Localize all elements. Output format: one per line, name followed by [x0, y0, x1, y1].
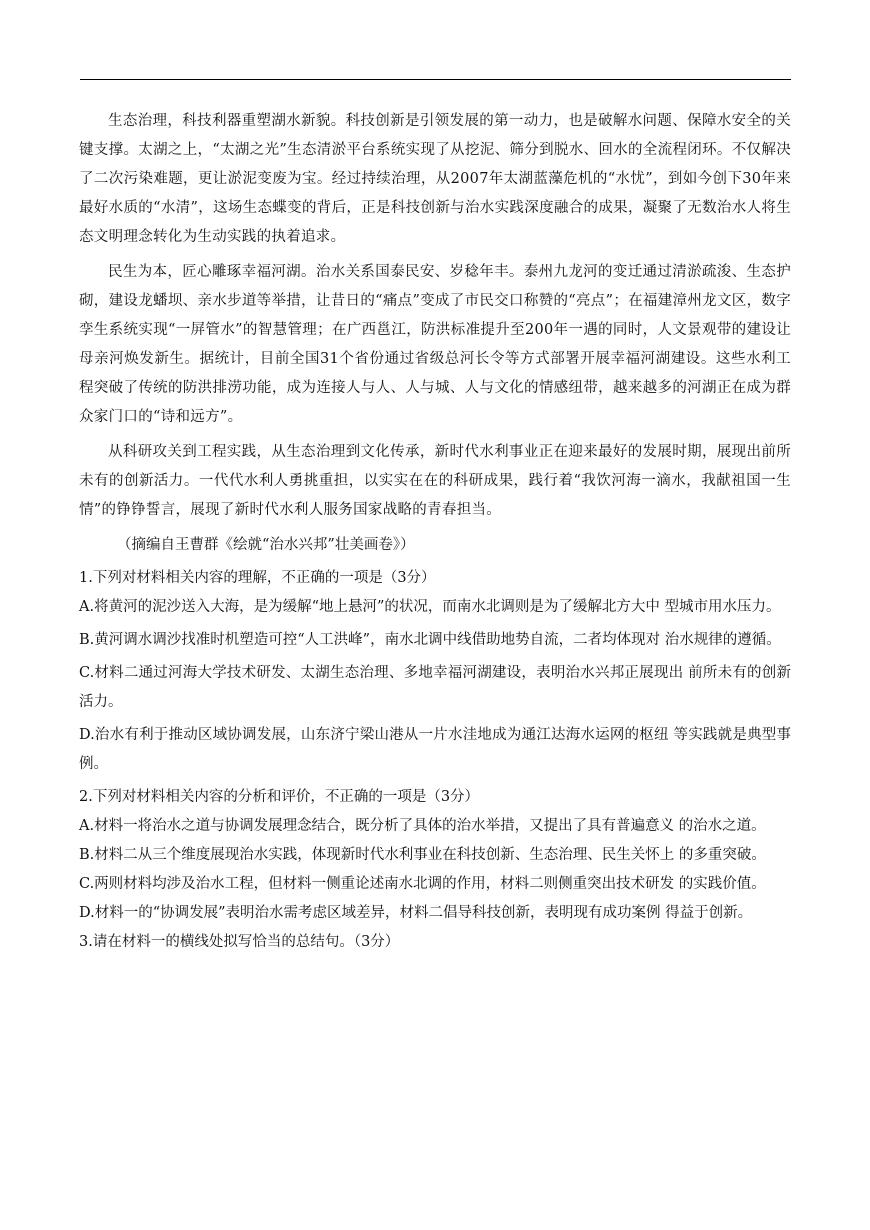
question-1-stem: 1.下列对材料相关内容的理解，不正确的一项是（3分）: [79, 570, 436, 586]
question-1-option-a: A.将黄河的泥沙送入大海，是为缓解“地上悬河”的状况，而南水北调则是为了缓解北方大中 型城市用水压力。: [79, 599, 781, 615]
question-3-stem: 3.请在材料一的横线处拟写恰当的总结句。（3分）: [79, 934, 400, 950]
question-2-option-d: D.材料一的“协调发展”表明治水需考虑区域差异，材料二倡导科技创新，表明现有成功案例 得益于创新。: [79, 905, 753, 921]
exam-page-content: [79, 107, 791, 957]
header-rule: [80, 79, 791, 80]
passage-paragraph-3: 从科研攻关到工程实践，从生态治理到文化传承，新时代水利事业正在迎来最好的发展时期，展现出前所未有的创新活力。一代代水利人勇挑重担，以实实在在的科研成果，践行着“我饮河海一滴水，我献祖国一生情”的铮铮誓言，展现了新时代水利人服务国家战略的青春担当。: [79, 444, 791, 518]
passage-paragraph-1: 生态治理，科技利器重塑湖水新貌。科技创新是引领发展的第一动力，也是破解水问题、保障水安全的关键支撑。太湖之上，“太湖之光”生态清淤平台系统实现了从挖泥、筛分到脱水、回水的全流程闭环。不仅解决了二次污染难题，更让淤泥变废为宝。经过持续治理，从2007年太湖蓝藻危机的“水忧”，到如今创下30年来最好水质的“水清”，这场生态蝶变的背后，正是科技创新与治水实践深度融合的成果，凝聚了无数治水人将生态文明理念转化为生动实践的执着追求。: [79, 113, 791, 245]
question-2-option-c: C.两则材料均涉及治水工程，但材料一侧重论述南水北调的作用，材料二则侧重突出技术研发 的实践价值。: [79, 876, 766, 892]
question-2-option-a: A.材料一将治水之道与协调发展理念结合，既分析了具体的治水举措，又提出了具有普遍意义 的治水之道。: [79, 818, 766, 834]
question-1-option-d: D.治水有利于推动区域协调发展，山东济宁梁山港从一片水洼地成为通江达海水运网的枢纽 等实践就是典型事例。: [79, 727, 791, 772]
passage-paragraph-2: 民生为本，匠心雕琢幸福河湖。治水关系国泰民安、岁稔年丰。泰州九龙河的变迁通过清淤疏浚、生态护砌，建设龙蟠坝、亲水步道等举措，让昔日的“痛点”变成了市民交口称赞的“亮点”；在福建漳州龙文区，数字孪生系统实现“一屏管水”的智慧管理；在广西邕江，防洪标准提升至200年一遇的同时，人文景观带的建设让母亲河焕发新生。据统计，目前全国31个省份通过省级总河长令等方式部署开展幸福河湖建设。这些水利工程突破了传统的防洪排涝功能，成为连接人与人、人与城、人与文化的情感纽带，越来越多的河湖正在成为群众家门口的“诗和远方”。: [79, 264, 791, 425]
question-3: [79, 928, 791, 957]
question-1-option-c: C.材料二通过河海大学技术研发、太湖生态治理、多地幸福河湖建设，表明治水兴邦正展现出 前所未有的创新活力。: [79, 665, 791, 710]
question-2: [79, 783, 791, 928]
passage-source: （摘编自王曹群《绘就“治水兴邦”壮美画卷》）: [117, 537, 415, 553]
question-2-option-b: B.材料二从三个维度展现治水实践，体现新时代水利事业在科技创新、生态治理、民生关怀上 的多重突破。: [79, 847, 766, 863]
question-1: [79, 564, 791, 779]
question-1-option-b: B.黄河调水调沙找准时机塑造可控“人工洪峰”，南水北调中线借助地势自流，二者均体现对 治水规律的遵循。: [79, 632, 781, 648]
question-2-stem: 2.下列对材料相关内容的分析和评价，不正确的一项是（3分）: [79, 789, 480, 805]
